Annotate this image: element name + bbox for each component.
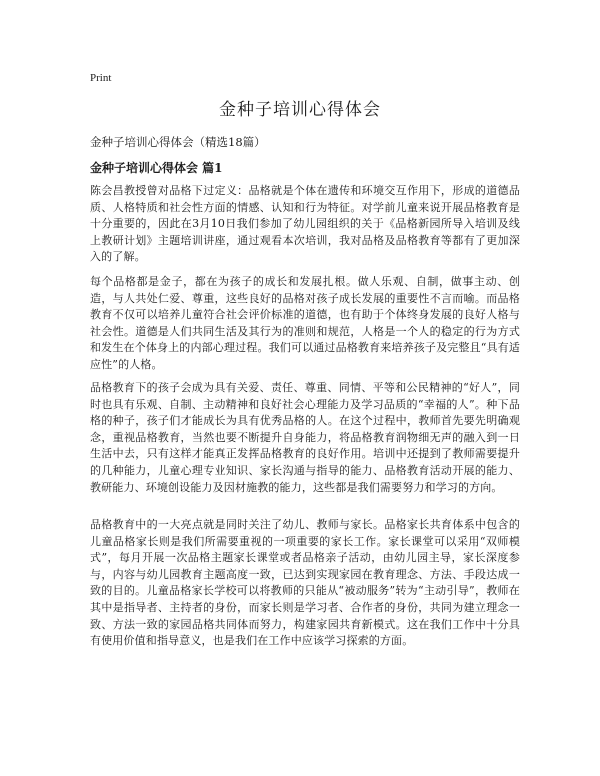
page-title: 金种子培训心得体会 xyxy=(219,100,381,120)
paragraph-2: 每个品格都是金子，都在为孩子的成长和发展扎根。做人乐观、自制，做事主动、创造，与人共处仁爱、尊重，这些良好的品格对孩子成长发展的重要性不言而喻。而品格教育不仅可以培养儿童符合社会评价标准的道德，也有助于个体终身发展的良好人格与社会性。道德是人们共同生活及其行为的准则和规范，人格是一个人的稳定的行为方式和发生在个体身上的内部心理过程。我们可以通过品格教育来培养孩子及完整且“具有适应性”的人格。 xyxy=(90,275,520,371)
print-link[interactable]: Print xyxy=(90,72,112,84)
paragraph-4: 品格教育中的一大亮点就是同时关注了幼儿、教师与家长。品格家长共育体系中包含的儿童品格家长则是我们所需要重视的一项重要的家长工作。家长课堂可以采用“双师模式”，每月开展一次品格主题家长课堂或者品格亲子活动，由幼儿园主导，家长深度参与，内容与幼儿园教育主题高度一致，已达到实现家园在教育理念、方法、手段达成一致的目的。儿童品格家长学校可以将教师的只能从“被动服务”转为“主动引导”，教师在其中是指导者、主持者的身份，而家长则是学习者、合作者的身份，共同为建立理念一致、方法一致的家园品格共同体而努力，构建家园共育新模式。这在我们工作中十分具有使用价值和指导意义，也是我们在工作中应该学习探索的方面。 xyxy=(90,518,520,648)
document-subtitle: 金种子培训心得体会（精选18篇） xyxy=(90,135,266,149)
section-heading: 金种子培训心得体会 篇1 xyxy=(90,161,223,175)
paragraph-3: 品格教育下的孩子会成为具有关爱、责任、尊重、同情、平等和公民精神的“好人”，同时也具有乐观、自制、主动精神和良好社会心理能力及学习品质的“幸福的人”。种下品格的种子，孩子们才能成长为具有优秀品格的人。在这个过程中，教师首先要先明确观念，重视品格教育，当然也要不断提升自身能力，将品格教育润物细无声的融入到一日生活中去，只有这样才能真正发挥品格教育的良好作用。培训中还提到了教师需要提升的几种能力，儿童心理专业知识、家长沟通与指导的能力、品格教育活动开展的能力、教研能力、环境创设能力及因材施教的能力，这些都是我们需要努力和学习的方向。 xyxy=(90,381,520,494)
paragraph-1: 陈会昌教授曾对品格下过定义：品格就是个体在遗传和环境交互作用下，形成的道德品质、人格特质和社会性方面的情感、认知和行为特征。对学前儿童来说开展品格教育是十分重要的，因此在3月10日我们参加了幼儿园组织的关于《品格新园所导入培训及线上教研计划》主题培训讲座，通过观看本次培训，我对品格及品格教育等都有了更加深入的了解。 xyxy=(90,184,520,264)
